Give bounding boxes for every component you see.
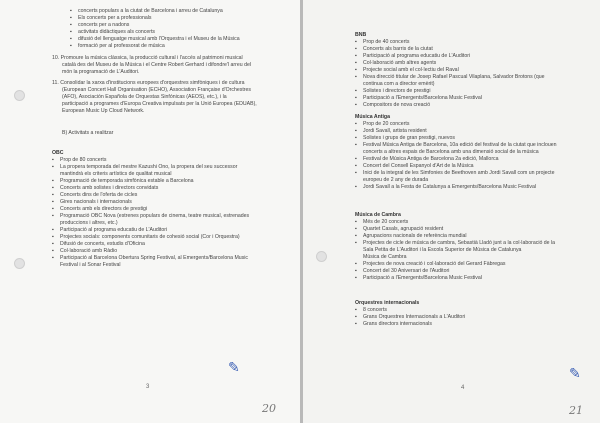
list-item-cont: Música de Cambra bbox=[363, 254, 407, 260]
list-item-cont: mantindrà els criteris artístics de qualitat musical bbox=[60, 171, 172, 177]
list-item: ▪ Agrupacions nacionals de referència mundial bbox=[355, 233, 595, 240]
list-item: ▪ Nova direcció titular de Josep Rafael Pascual Vilaplana, Salvador Brotons (que bbox=[355, 74, 595, 81]
punch-hole bbox=[316, 251, 327, 262]
list-item: ▪ Gires nacionals i internacionals bbox=[52, 199, 292, 206]
list-item: ▪ Jordi Savall a la Festa de Catalunya a Emergents/Barcelona Music Festival bbox=[355, 184, 595, 191]
list-item: ▪ Programació OBC Nova (estrenes populars de cinema, teatre musical, estrenades bbox=[52, 213, 292, 220]
punch-hole-bottom bbox=[14, 258, 25, 269]
musica-cambra-section bbox=[355, 212, 595, 282]
list-item: ▪ Col·laboració amb altres agents bbox=[355, 60, 595, 67]
list-item: ▪ Prop de 80 concerts bbox=[52, 157, 292, 164]
list-item: ▪ Participació a l'Emergents/Barcelona Music Festival bbox=[355, 95, 595, 102]
list-item: ▪ Festival Música Antiga de Barcelona, 10a edició del festival de la ciutat que inclouen bbox=[355, 142, 595, 149]
list-item-cont: produccions i altres, etc.) bbox=[60, 220, 118, 226]
list-item: ▪ concerts populars a la ciutat de Barcelona i arreu de Catalunya bbox=[70, 8, 290, 15]
list-item: ▪ La propera temporada del mestre Kazushi Ono, la propera del seu successor bbox=[52, 164, 292, 171]
obc-section bbox=[52, 150, 292, 269]
section-title: Música Antiga bbox=[355, 114, 390, 120]
list-item-cont: continua com a director emèrit) bbox=[363, 81, 435, 87]
page-number: 4 bbox=[461, 385, 465, 391]
orquestres-internacionals-section bbox=[355, 300, 595, 328]
list-item: ▪ Solistes i grups de gran prestigi, nuevos bbox=[355, 135, 595, 142]
signature-mark: ✎ bbox=[569, 366, 581, 382]
list-item: ▪ Inici de la integral de les Simfonies de Beethoven amb Jordi Savall com un projecte bbox=[355, 170, 595, 177]
list-item-cont: concerts a altres espais de Barcelona amb una dimensió social de la música bbox=[363, 149, 539, 155]
list-item: ▪ Compositors de nova creació bbox=[355, 102, 595, 109]
signature-mark: ✎ bbox=[228, 360, 240, 376]
list-item: ▪ Concerts dins de l'oferta de cicles bbox=[52, 192, 292, 199]
list-item: ▪ 8 concerts bbox=[355, 307, 595, 314]
list-item: ▪ activitats didàctiques als concerts bbox=[70, 29, 290, 36]
list-item-cont: europeu de 2 any de durada bbox=[363, 177, 429, 183]
list-item: ▪ Participació al Barcelona Obertura Spring Festival, al Emergents/Barcelona Music bbox=[52, 255, 292, 262]
list-item: ▪ Prop de 40 concerts bbox=[355, 39, 595, 46]
list-item: ▪ Els concerts per a professionals bbox=[70, 15, 290, 22]
page-number: 3 bbox=[146, 384, 150, 390]
list-item: ▪ Grans Orquestres Internacionals a L'Auditori bbox=[355, 314, 595, 321]
list-item: ▪ Projectes socials: components comunitaris de cohesió social (Cor i Orquestra) bbox=[52, 234, 292, 241]
list-item: ▪ Concert del Consell Espanyol d'Art de la Música bbox=[355, 163, 595, 170]
list-item: ▪ Més de 20 concerts bbox=[355, 219, 595, 226]
right-page bbox=[303, 0, 600, 423]
list-item: ▪ Concerts als barris de la ciutat bbox=[355, 46, 595, 53]
list-item: ▪ Concerts amb solistes i directors convidats bbox=[52, 185, 292, 192]
list-item: ▪ Col·laboració amb Ràdio bbox=[52, 248, 292, 255]
list-item: ▪ Programació de temporada simfònica estable a Barcelona bbox=[52, 178, 292, 185]
musica-antiga-section bbox=[355, 114, 595, 191]
list-item: ▪ difusió del llenguatge musical amb l'Orquestra i el Museu de la Música bbox=[70, 36, 290, 43]
list-item: ▪ Projecte social amb el col·lectiu del Raval bbox=[355, 67, 595, 74]
top-bullet-list bbox=[70, 8, 290, 50]
list-item: ▪ Concerts amb els directors de prestigi bbox=[52, 206, 292, 213]
list-item-cont: Festival i al Sonar Festival bbox=[60, 262, 121, 268]
section-title: Orquestres internacionals bbox=[355, 300, 420, 306]
section-title: BNB bbox=[355, 32, 367, 38]
section-b-heading: B) Activitats a realitzar bbox=[62, 130, 114, 136]
bnb-section bbox=[355, 32, 595, 109]
punch-hole-top bbox=[14, 90, 25, 101]
paragraph-11: 11. Consolidar la xarxa d'institucions europees d'orquestres simfòniques i de cultura (European Concert Hall Organisation (ECHO), Association Française d'Orchestres (AFO), Asociación Española de Orquestas Sinfónicas (AEOS), etc.), i la participació a programes d'Europa Creativa impulsats per la Unió Europea (EDUAB), European Music Up Cloud Network. bbox=[52, 80, 257, 114]
list-item: ▪ Festival de Música Antiga de Barcelona 2a edició, Mallorca bbox=[355, 156, 595, 163]
list-item-cont: Sala Petita de L'Auditori i la Escola Superior de Música de Catalunya bbox=[363, 247, 522, 253]
list-item: ▪ formació per al professorat de música bbox=[70, 43, 290, 50]
list-item: ▪ Quartet Casals, agrupació resident bbox=[355, 226, 595, 233]
list-item: ▪ Prop de 20 concerts bbox=[355, 121, 595, 128]
list-item: ▪ Difusió de concerts, estudis d'Oficina bbox=[52, 241, 292, 248]
list-item: ▪ Solistes i directors de prestigi bbox=[355, 88, 595, 95]
list-item: ▪ Projectes de nova creació i col·laboració del Gerard Fàbregas bbox=[355, 261, 595, 268]
section-title: Música de Cambra bbox=[355, 212, 401, 218]
list-item: ▪ Participació a l'Emergents/Barcelona Music Festival bbox=[355, 275, 595, 282]
list-item: ▪ Participació al programa educatiu de L'Auditori bbox=[52, 227, 292, 234]
list-item: ▪ concerts per a nadons bbox=[70, 22, 290, 29]
list-item: ▪ Jordi Savall, artista resident bbox=[355, 128, 595, 135]
handwritten-page-number: 20 bbox=[262, 402, 276, 415]
list-item: ▪ Projectes de cicle de música de cambra, Sebastià Lladó junt a la col·laboració de la bbox=[355, 240, 595, 247]
paragraph-10: 10. Promoure la música clàssica, la producció cultural i l'accés al patrimoni musical català des del Museu de la Música i el Centre Robert Gerhard i difondre'l arreu del món la programació de L'Auditori. bbox=[52, 55, 251, 75]
handwritten-page-number: 21 bbox=[569, 404, 583, 417]
section-title: OBC bbox=[52, 150, 64, 156]
list-item: ▪ Participació al programa educatiu de L'Auditori bbox=[355, 53, 595, 60]
list-item: ▪ Grans directors internacionals bbox=[355, 321, 595, 328]
list-item: ▪ Concert del 30 Aniversari de l'Auditori bbox=[355, 268, 595, 275]
